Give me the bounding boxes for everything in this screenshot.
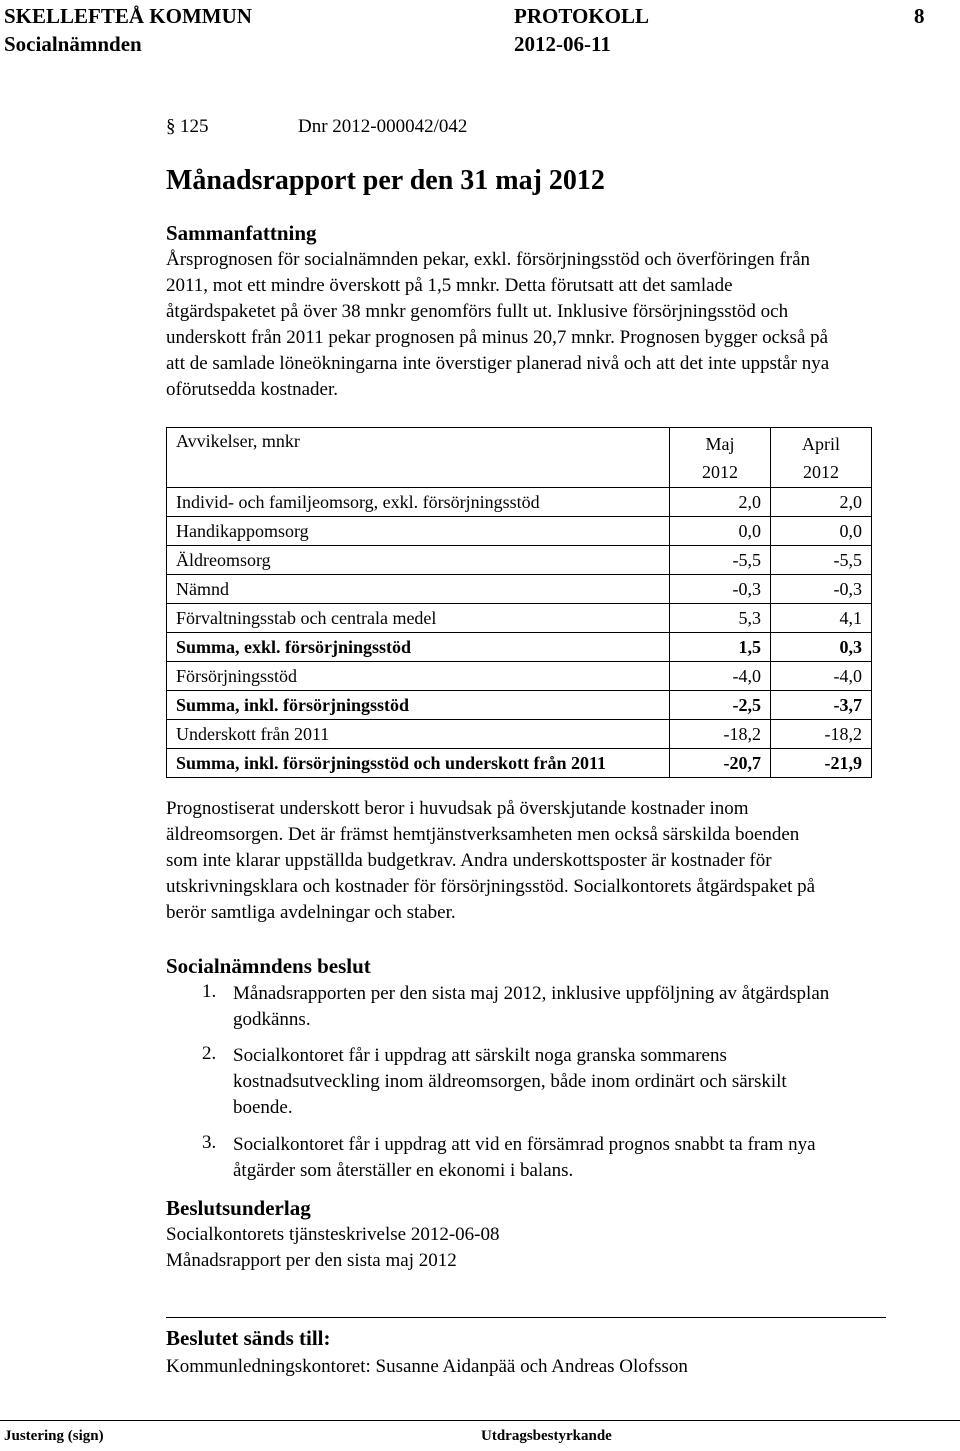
row-value-may: 1,5 — [670, 633, 771, 662]
decision-item-line: godkänns. — [233, 1009, 311, 1030]
summary-line: Årsprognosen för socialnämnden pekar, exkl. försörjningsstöd och överföringen från — [166, 249, 811, 270]
page-title: Månadsrapport per den 31 maj 2012 — [166, 165, 605, 196]
section-number: 125 — [180, 116, 209, 137]
analysis-line: äldreomsorgen. Det är främst hemtjänstverksamheten men också särskilda boenden — [166, 824, 800, 845]
table-row — [167, 488, 872, 517]
decision-item-number: 3. — [202, 1132, 217, 1153]
sent-to-heading: Beslutet sänds till: — [166, 1326, 331, 1350]
footer-rule — [0, 1420, 960, 1421]
row-label: Förvaltningsstab och centrala medel — [167, 604, 670, 633]
analysis-text — [166, 796, 958, 926]
row-value-april: 0,3 — [771, 633, 872, 662]
row-label: Försörjningsstöd — [167, 662, 670, 691]
decision-item-text — [233, 981, 953, 1033]
table-row — [167, 546, 872, 575]
table-row — [167, 517, 872, 546]
row-value-may: -4,0 — [670, 662, 771, 691]
document-type: PROTOKOLL — [514, 4, 649, 28]
row-value-may: 5,3 — [670, 604, 771, 633]
decision-item-line: kostnadsutveckling inom äldreomsorgen, både inom ordinärt och särskilt — [233, 1071, 787, 1092]
analysis-line: Prognostiserat underskott beror i huvudsak på överskjutande kostnader inom — [166, 798, 749, 819]
row-value-may: -2,5 — [670, 691, 771, 720]
analysis-line: som inte klarar uppställda budgetkrav. Andra underskottsposter är kostnader för — [166, 850, 772, 871]
row-label: Äldreomsorg — [167, 546, 670, 575]
row-value-may: -18,2 — [670, 720, 771, 749]
table-row — [167, 691, 872, 720]
header-may-year: 2012 — [702, 461, 738, 482]
footer-signature-label: Justering (sign) — [4, 1428, 104, 1444]
table-row — [167, 749, 872, 778]
summary-heading: Sammanfattning — [166, 221, 317, 245]
table-row — [167, 604, 872, 633]
decision-item-line: Socialkontoret får i uppdrag att vid en försämrad prognos snabbt ta fram nya — [233, 1134, 816, 1155]
separator-line — [166, 1317, 886, 1318]
table-row — [167, 633, 872, 662]
basis-list — [166, 1222, 958, 1274]
table-body — [167, 488, 872, 778]
deviations-table — [166, 427, 872, 778]
decision-item-text — [233, 1043, 953, 1121]
row-value-april: -4,0 — [771, 662, 872, 691]
table-header-may — [670, 428, 771, 488]
row-label: Underskott från 2011 — [167, 720, 670, 749]
decision-item-line: åtgärder som återställer en ekonomi i balans. — [233, 1160, 574, 1181]
table-row — [167, 575, 872, 604]
row-value-april: -0,3 — [771, 575, 872, 604]
row-value-april: -3,7 — [771, 691, 872, 720]
summary-line: oförutsedda kostnader. — [166, 379, 339, 400]
basis-item: Socialkontorets tjänsteskrivelse 2012-06-08 — [166, 1224, 500, 1245]
row-value-may: -5,5 — [670, 546, 771, 575]
analysis-line: berör samtliga avdelningar och staber. — [166, 902, 456, 923]
table-row — [167, 720, 872, 749]
table-header-label: Avvikelser, mnkr — [167, 428, 670, 488]
row-label: Nämnd — [167, 575, 670, 604]
municipality-name: SKELLEFTEÅ KOMMUN — [4, 4, 252, 28]
basis-heading: Beslutsunderlag — [166, 1196, 311, 1220]
row-label: Summa, inkl. försörjningsstöd och underskott från 2011 — [167, 749, 670, 778]
decision-item-number: 1. — [202, 981, 217, 1002]
summary-line: underskott från 2011 pekar prognosen på minus 20,7 mnkr. Prognosen bygger också på — [166, 327, 829, 348]
row-label: Handikappomsorg — [167, 517, 670, 546]
table-header-row — [167, 428, 872, 488]
row-value-april: 4,1 — [771, 604, 872, 633]
row-label: Individ- och familjeomsorg, exkl. försörjningsstöd — [167, 488, 670, 517]
table-row — [167, 662, 872, 691]
decision-item-number: 2. — [202, 1043, 217, 1064]
row-value-april: 0,0 — [771, 517, 872, 546]
summary-line: åtgärdspaketet på över 38 mnkr genomförs fullt ut. Inklusive försörjningsstöd och — [166, 301, 789, 322]
row-label: Summa, inkl. försörjningsstöd — [167, 691, 670, 720]
section-sign: § — [166, 116, 176, 137]
row-value-may: 2,0 — [670, 488, 771, 517]
header-may-month: Maj — [705, 433, 735, 454]
summary-text — [166, 247, 958, 403]
decision-item-line: Socialkontoret får i uppdrag att särskilt noga granska sommarens — [233, 1045, 727, 1066]
table-header-april — [771, 428, 872, 488]
row-value-may: -20,7 — [670, 749, 771, 778]
summary-line: 2011, mot ett mindre överskott på 1,5 mnkr. Detta förutsatt att det samlade — [166, 275, 733, 296]
header-april-year: 2012 — [803, 461, 839, 482]
header-april-month: April — [802, 433, 840, 454]
case-number: Dnr 2012-000042/042 — [298, 116, 468, 137]
row-value-april: -21,9 — [771, 749, 872, 778]
basis-item: Månadsrapport per den sista maj 2012 — [166, 1250, 457, 1271]
page-number: 8 — [914, 4, 925, 28]
decision-item-line: boende. — [233, 1097, 293, 1118]
decision-item-line: Månadsrapporten per den sista maj 2012, inklusive uppföljning av åtgärdsplan — [233, 983, 830, 1004]
footer-certification-label: Utdragsbestyrkande — [481, 1428, 612, 1444]
committee-name: Socialnämnden — [4, 32, 142, 56]
decision-item-text — [233, 1132, 953, 1184]
sent-to-recipients: Kommunledningskontoret: Susanne Aidanpää och Andreas Olofsson — [166, 1356, 688, 1377]
summary-line: att de samlade löneökningarna inte överstiger planerad nivå och att det inte uppstår nya — [166, 353, 830, 374]
row-value-april: -5,5 — [771, 546, 872, 575]
meeting-date: 2012-06-11 — [514, 32, 611, 56]
row-value-may: 0,0 — [670, 517, 771, 546]
decision-heading: Socialnämndens beslut — [166, 954, 371, 978]
row-label: Summa, exkl. försörjningsstöd — [167, 633, 670, 662]
row-value-may: -0,3 — [670, 575, 771, 604]
analysis-line: utskrivningsklara och kostnader för försörjningsstöd. Socialkontorets åtgärdspaket på — [166, 876, 816, 897]
row-value-april: 2,0 — [771, 488, 872, 517]
row-value-april: -18,2 — [771, 720, 872, 749]
